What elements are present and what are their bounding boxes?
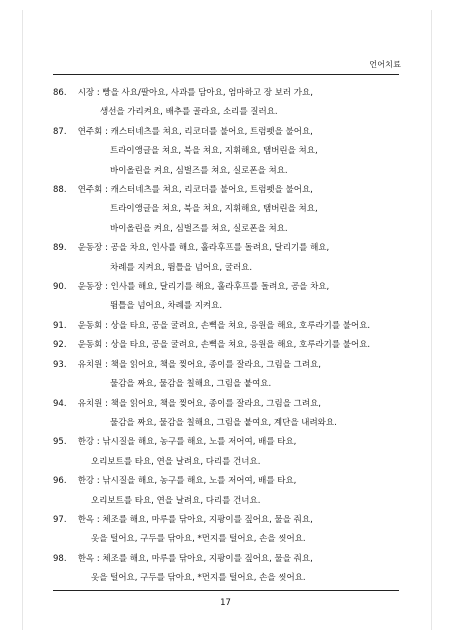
entry-number: 98. xyxy=(53,553,67,564)
entry-line-2: 오리보트를 타요, 연을 날려요, 다리를 건너요. xyxy=(91,495,261,506)
entry-line-1: : 체조를 해요, 마루를 닦아요, 지팡이를 짚어요, 물을 줘요, xyxy=(96,553,313,564)
entry-place: 운동회 xyxy=(77,340,103,351)
entry-line-2: 차례를 지켜요, 뜀틀을 넘어요, 굴러요. xyxy=(110,262,253,273)
entry-place: 운동장 xyxy=(77,282,103,293)
entry-place: 한옥 xyxy=(77,514,95,525)
entry-91 xyxy=(53,317,403,336)
entry-87 xyxy=(53,123,403,181)
footer-rule xyxy=(53,590,399,591)
entry-line-3: 바이올린을 켜요, 심벌즈를 쳐요, 실로폰을 쳐요. xyxy=(110,165,288,176)
entry-place: 한강 xyxy=(77,476,95,487)
entry-line-1: : 캐스터네츠를 쳐요, 리코더를 불어요, 트럼펫을 불어요, xyxy=(105,126,313,137)
entry-line-2: 물감을 짜요, 물감을 칠해요, 그림을 붙여요, 계단을 내려와요. xyxy=(110,417,337,428)
running-header-title: 언어치료 xyxy=(369,60,401,69)
entry-number: 93. xyxy=(53,359,67,370)
entry-line-1: : 상을 타요, 공을 굴려요, 손뼉을 쳐요, 응원을 해요, 호루라기를 불어요. xyxy=(105,340,371,351)
entry-98 xyxy=(53,550,403,589)
entry-number: 87. xyxy=(53,126,67,137)
entry-line-1: : 낚시질을 해요, 농구를 해요, 노를 저어여, 배를 타요, xyxy=(96,476,297,487)
page-number: 17 xyxy=(220,598,231,608)
entry-line-1: : 인사를 해요, 달리기를 해요, 훌라후프를 돌려요, 공을 차요, xyxy=(105,282,330,293)
entry-89 xyxy=(53,239,403,278)
entry-line-2: 옷을 털어요, 구두를 닦아요, *먼지를 털어요, 손을 씻어요. xyxy=(91,534,306,545)
entry-number: 97. xyxy=(53,514,67,525)
entry-92 xyxy=(53,336,403,355)
entry-97 xyxy=(53,511,403,550)
header-rule xyxy=(53,74,399,75)
entry-place: 유치원 xyxy=(77,398,103,409)
entry-line-1: : 캐스터네츠를 쳐요, 리코더를 불어요, 트럼펫을 불어요, xyxy=(105,185,313,196)
entry-number: 88. xyxy=(53,185,67,196)
entry-96 xyxy=(53,472,403,511)
entry-94 xyxy=(53,395,403,434)
entry-line-2: 오리보트를 타요, 연을 날려요, 다리를 건너요. xyxy=(91,456,261,467)
entry-line-1: : 빵을 사요/팔아요, 사과를 담아요, 엄마하고 장 보러 가요, xyxy=(96,88,313,98)
entry-88 xyxy=(53,181,403,239)
entry-line-2: 물감을 짜요, 물감을 칠해요, 그림을 붙여요. xyxy=(110,379,272,390)
entry-place: 한강 xyxy=(77,437,95,448)
entry-line-1: : 책을 읽어요, 책을 찢어요, 종이를 잘라요, 그림을 그려요, xyxy=(105,398,321,409)
entry-number: 95. xyxy=(53,437,67,448)
entry-number: 89. xyxy=(53,243,67,254)
entry-number: 90. xyxy=(53,282,67,293)
entry-86 xyxy=(53,84,403,123)
entry-line-2: 뜀틀을 넘어요, 차례를 지켜요. xyxy=(110,301,223,312)
entry-95 xyxy=(53,433,403,472)
entry-line-3: 바이올린을 켜요, 심벌즈를 쳐요, 실로폰을 쳐요. xyxy=(110,223,288,234)
entry-number: 91. xyxy=(53,320,67,331)
entry-number: 92. xyxy=(53,340,67,351)
entry-line-2: 옷을 털어요, 구두를 닦아요, *먼지를 털어요, 손을 씻어요. xyxy=(91,573,306,584)
entry-line-1: : 공을 차요, 인사를 해요, 훌라후프를 돌려요, 달리기를 해요, xyxy=(105,243,330,254)
entry-place: 연주회 xyxy=(77,185,103,196)
entry-line-2: 생선을 가리켜요, 배추를 골라요, 소리를 질러요. xyxy=(100,107,278,118)
entry-place: 운동회 xyxy=(77,320,103,331)
entry-93 xyxy=(53,356,403,395)
entry-number: 96. xyxy=(53,476,67,487)
entry-line-2: 트라이앵글을 쳐요, 북을 쳐요, 지휘해요, 탬버린을 쳐요, xyxy=(110,204,318,215)
entry-number: 86. xyxy=(53,88,67,98)
entry-number: 94. xyxy=(53,398,67,409)
entry-place: 유치원 xyxy=(77,359,103,370)
entry-line-2: 트라이앵글을 쳐요, 북을 쳐요, 지휘해요, 탬버린을 쳐요, xyxy=(110,146,318,157)
entry-line-1: : 책을 읽어요, 책을 찢어요, 종이를 잘라요, 그림을 그려요, xyxy=(105,359,321,370)
entry-list xyxy=(53,84,403,589)
entry-line-1: : 낚시질을 해요, 농구를 해요, 노를 저어여, 배를 타요, xyxy=(96,437,297,448)
entry-line-1: : 체조를 해요, 마루를 닦아요, 지팡이를 짚어요, 물을 줘요, xyxy=(96,514,313,525)
entry-place: 운동장 xyxy=(77,243,103,254)
entry-90 xyxy=(53,278,403,317)
entry-place: 연주회 xyxy=(77,126,103,137)
entry-place: 시장 xyxy=(77,88,95,98)
entry-line-1: : 상을 타요, 공을 굴려요, 손뼉을 쳐요, 응원을 해요, 호루라기를 불어요. xyxy=(105,320,371,331)
entry-place: 한옥 xyxy=(77,553,95,564)
